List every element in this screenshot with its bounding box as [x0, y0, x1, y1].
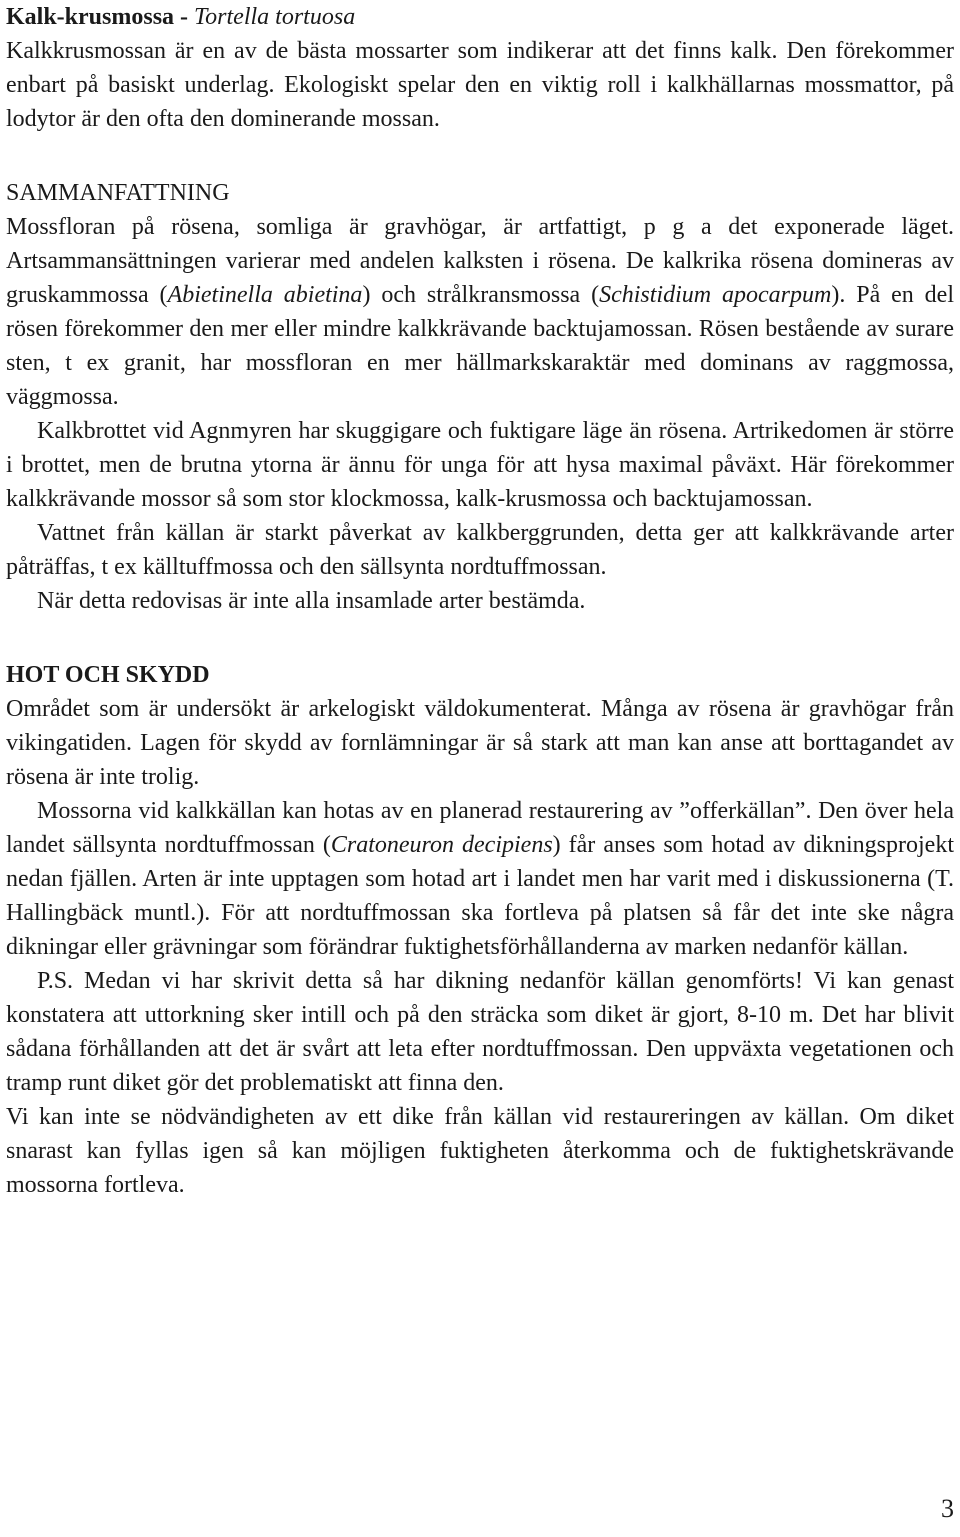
- summary-p1-text-a: Mossfloran på rösena, somliga är gravhögar, är artfattigt, p g a det exponerade läget. Artsammansättningen varierar med andelen kalksten i rösena. De kalkrika rösena domineras av gruskammossa (: [6, 214, 954, 308]
- threat-p2-text-b: ) får anses som hotad av dikningsprojekt nedan fjällen. Arten är inte upptagen som hotad art i landet men har varit med i diskussionerna (T. Hallingbäck muntl.). För att nordtuffmossan ska fortleva på platsen så får det inte ske några dikningar eller grävningar som förändrar fuktighetsförhållanderna av marken nedanför källan.: [6, 832, 954, 960]
- species-title: [6, 0, 954, 34]
- summary-p1-latin-2: Schistidium apocarpum: [599, 282, 832, 308]
- page-number: 3: [941, 1494, 954, 1523]
- summary-p1-latin-1: Abietinella abietina: [167, 282, 363, 308]
- threat-paragraph-4: Vi kan inte se nödvändigheten av ett dike från källan vid restaureringen av källan. Om diket snarast kan fyllas igen så kan möjligen fuktigheten återkomma och de fuktighetskrävande mossorna fortleva.: [6, 1104, 954, 1198]
- threat-paragraph-3: P.S. Medan vi har skrivit detta så har dikning nedanför källan genomförts! Vi kan genast konstatera att uttorkning sker intill och på den sträcka som diket är gjort, 8-10 m. Det har blivit sådana förhållanden att det är svårt att leta efter nordtuffmossan. Den uppväxta vegetationen och tramp runt diket gör det problematiskt att finna den.: [6, 968, 954, 1096]
- threat-paragraph-2: [6, 794, 954, 964]
- summary-heading: SAMMANFATTNING: [6, 180, 230, 206]
- species-common-name: Kalk-krusmossa -: [6, 4, 195, 30]
- document-page: [6, 0, 954, 1202]
- threat-p2-latin: Cratoneuron decipiens: [330, 832, 553, 858]
- species-latin-name: Tortella tortuosa: [194, 4, 356, 30]
- summary-paragraph-4: När detta redovisas är inte alla insamlade arter bestämda.: [37, 588, 586, 614]
- summary-p1-text-b: ) och strålkransmossa (: [362, 282, 600, 308]
- threat-paragraph-1: Området som är undersökt är arkelogiskt väldokumenterat. Många av rösena är gravhögar från vikingatiden. Lagen för skydd av fornlämningar är så stark att man kan anse att borttagandet av rösena är inte trolig.: [6, 696, 954, 790]
- summary-paragraph-3: Vattnet från källan är starkt påverkat av kalkberggrunden, detta ger att kalkkrävande arter påträffas, t ex källtuffmossa och den sällsynta nordtuffmossan.: [6, 520, 954, 580]
- threat-p2-text-a: Mossorna vid kalkkällan kan hotas av en planerad restaurering av ”offerkällan”. Den över hela landet sällsynta nordtuffmossan (: [6, 798, 954, 858]
- summary-paragraph-2: Kalkbrottet vid Agnmyren har skuggigare och fuktigare läge än rösena. Artrikedomen är större i brottet, men de brutna ytorna är ännu för unga för att hysa maximal påväxt. Här förekommer kalkkrävande mossor så som stor klockmossa, kalk-krusmossa och backtujamossan.: [6, 418, 954, 512]
- summary-paragraph-1: [6, 210, 954, 414]
- summary-p1-text-c: ). På en del rösen förekommer den mer eller mindre kalkkrävande backtujamossan. Rösen bestående av surare sten, t ex granit, har mossfloran en mer hällmarkskaraktär med dominans av raggmossa, väggmossa.: [6, 282, 955, 410]
- species-description: Kalkkrusmossan är en av de bästa mossarter som indikerar att det finns kalk. Den förekommer enbart på basiskt underlag. Ekologiskt spelar den en viktig roll i kalkhällarnas mossmattor, på lodytor är den ofta den dominerande mossan.: [6, 38, 954, 132]
- threat-heading: HOT OCH SKYDD: [6, 662, 210, 688]
